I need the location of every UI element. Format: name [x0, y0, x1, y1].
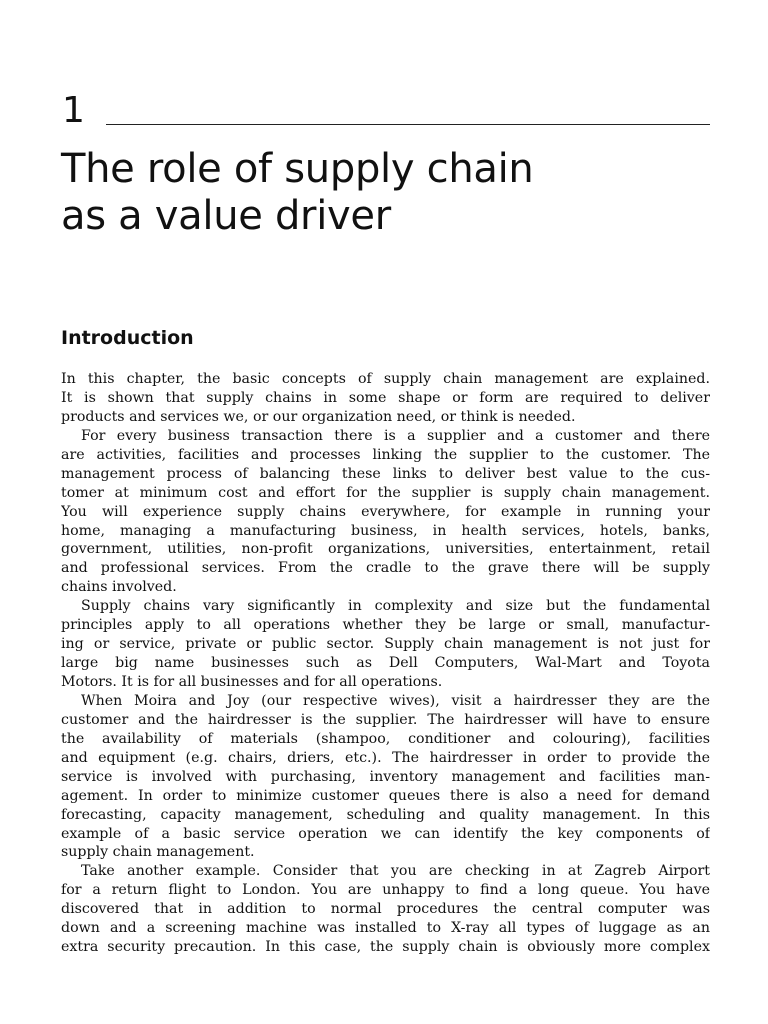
body-line: products and services we, or our organization need, or think is needed.	[61, 408, 576, 425]
body-line: tomer at minimum cost and effort for the supplier is supply chain management.	[61, 484, 710, 501]
body-line: and professional services. From the cradle to the grave there will be supply	[61, 560, 710, 577]
body-line: home, managing a manufacturing business, in health services, hotels, banks,	[61, 522, 710, 539]
body-line: agement. In order to minimize customer queues there is also a need for demand	[61, 787, 710, 804]
section-heading: Introduction	[61, 327, 194, 349]
body-line: Supply chains vary significantly in complexity and size but the fundamental	[81, 598, 710, 615]
body-line: and equipment (e.g. chairs, driers, etc.). The hairdresser in order to provide the	[61, 749, 710, 766]
body-line: It is shown that supply chains in some shape or form are required to deliver	[61, 389, 710, 406]
body-line: government, utilities, non-profit organizations, universities, entertainment, retail	[61, 541, 710, 558]
body-line: service is involved with purchasing, inventory management and facilities man-	[61, 768, 710, 785]
body-line: extra security precaution. In this case, the supply chain is obviously more complex	[61, 939, 710, 956]
body-line: management process of balancing these links to deliver best value to the cus-	[61, 465, 710, 482]
body-line: For every business transaction there is a supplier and a customer and there	[81, 427, 710, 444]
body-line: ing or service, private or public sector. Supply chain management is not just for	[61, 636, 710, 653]
chapter-title	[61, 146, 721, 240]
body-line: supply chain management.	[61, 844, 255, 861]
body-line: Take another example. Consider that you are checking in at Zagreb Airport	[81, 863, 710, 880]
chapter-number: 1	[62, 90, 85, 131]
body-line: example of a basic service operation we can identify the key components of	[61, 825, 710, 842]
body-line: discovered that in addition to normal procedures the central computer was	[61, 901, 710, 918]
body-line: When Moira and Joy (our respective wives), visit a hairdresser they are the	[81, 692, 710, 709]
body-line: In this chapter, the basic concepts of supply chain management are explained.	[61, 371, 710, 387]
body-line: down and a screening machine was installed to X-ray all types of luggage as an	[61, 920, 710, 937]
chapter-title-line: The role of supply chain	[61, 146, 534, 192]
body-line: are activities, facilities and processes linking the supplier to the customer. The	[61, 446, 710, 463]
body-line: for a return flight to London. You are unhappy to find a long queue. You have	[61, 882, 710, 899]
body-line: principles apply to all operations whether they be large or small, manufactur-	[61, 617, 710, 634]
body-text	[61, 370, 710, 957]
chapter-title-line: as a value driver	[61, 193, 391, 239]
body-line: forecasting, capacity management, scheduling and quality management. In this	[61, 806, 710, 823]
body-line: Motors. It is for all businesses and for all operations.	[61, 674, 443, 690]
body-line: the availability of materials (shampoo, conditioner and colouring), facilities	[61, 730, 710, 747]
body-line: chains involved.	[61, 579, 177, 596]
body-line: customer and the hairdresser is the supplier. The hairdresser will have to ensure	[61, 711, 710, 728]
chapter-rule	[106, 124, 710, 125]
body-line: You will experience supply chains everywhere, for example in running your	[61, 503, 710, 520]
body-line: large big name businesses such as Dell Computers, Wal-Mart and Toyota	[61, 655, 710, 672]
